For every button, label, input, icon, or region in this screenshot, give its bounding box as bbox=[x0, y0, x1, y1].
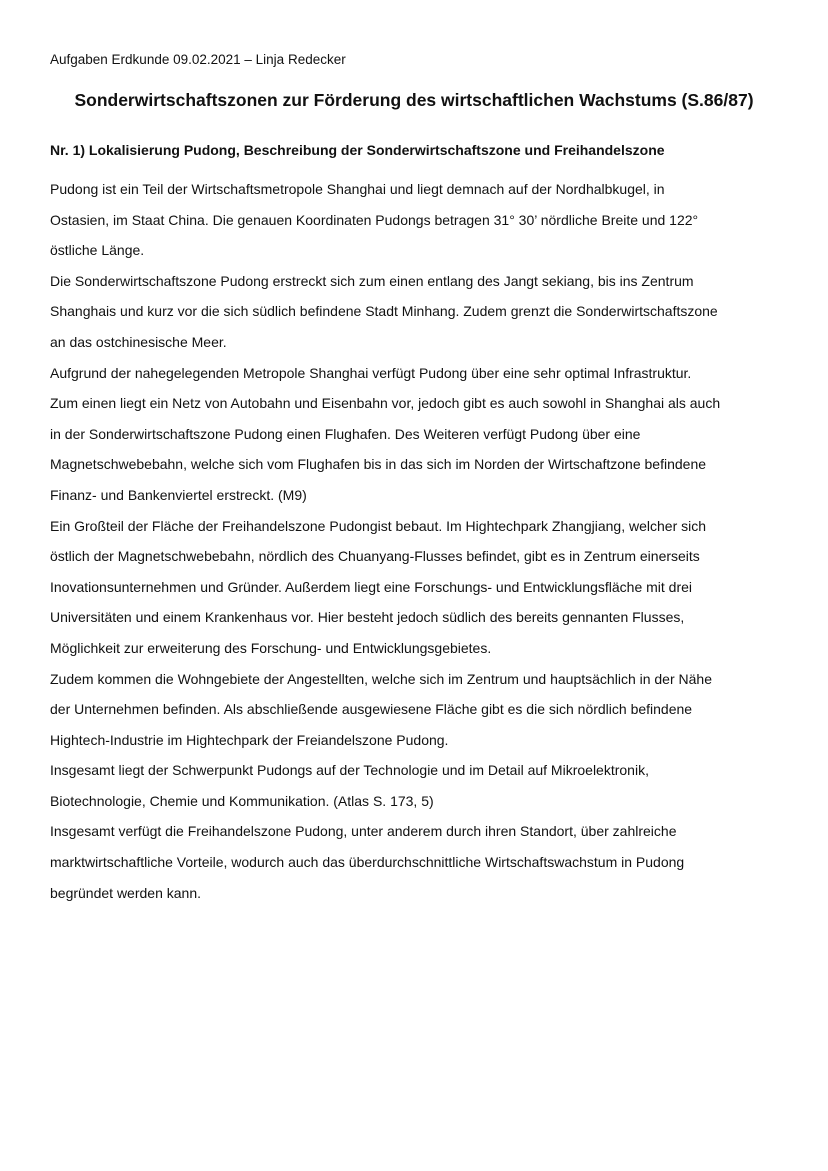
body-line: Zum einen liegt ein Netz von Autobahn und Eisenbahn vor, jedoch gibt es auch sowohl in Shanghai als auch bbox=[50, 395, 721, 412]
body-line: östliche Länge. bbox=[50, 242, 145, 259]
body-line: Pudong ist ein Teil der Wirtschaftsmetropole Shanghai und liegt demnach auf der Nordhalbkugel, in bbox=[50, 181, 665, 197]
body-line: Biotechnologie, Chemie und Kommunikation. (Atlas S. 173, 5) bbox=[50, 792, 434, 809]
body-line: Universitäten und einem Krankenhaus vor. Hier besteht jedoch südlich des bereits gennanten Flusses, bbox=[50, 609, 685, 626]
body-line: Magnetschwebebahn, welche sich vom Flughafen bis in das sich im Norden der Wirtschaftzone befindene bbox=[50, 456, 707, 473]
body-line: Insgesamt verfügt die Freihandelszone Pudong, unter anderem durch ihren Standort, über zahlreiche bbox=[50, 823, 677, 840]
body-line: Möglichkeit zur erweiterung des Forschung- und Entwicklungsgebietes. bbox=[50, 639, 492, 656]
document-title: Sonderwirtschaftszonen zur Förderung des wirtschaftlichen Wachstums (S.86/87) bbox=[74, 90, 754, 110]
body-line: Inovationsunternehmen und Gründer. Außerdem liegt eine Forschungs- und Entwicklungsfläche mit drei bbox=[50, 578, 693, 595]
body-line: marktwirtschaftliche Vorteile, wodurch auch das überdurchschnittliche Wirtschaftswachstum in Pudong bbox=[50, 854, 685, 871]
body-line: Insgesamt liegt der Schwerpunkt Pudongs auf der Technologie und im Detail auf Mikroelektronik, bbox=[50, 762, 649, 779]
body-line: an das ostchinesische Meer. bbox=[50, 333, 227, 350]
body-line: Ein Großteil der Fläche der Freihandelszone Pudongist bebaut. Im Hightechpark Zhangjiang, welcher sich bbox=[50, 517, 707, 534]
body-line: Aufgrund der nahegelegenden Metropole Shanghai verfügt Pudong über eine sehr optimal Infrastruktur. bbox=[50, 364, 692, 381]
body-line: begründet werden kann. bbox=[50, 884, 201, 901]
body-line: Finanz- und Bankenviertel erstreckt. (M9) bbox=[50, 486, 307, 503]
body-line: der Unternehmen befinden. Als abschließende ausgewiesene Fläche gibt es die sich nördlich befindene bbox=[50, 701, 693, 718]
body-line: in der Sonderwirtschaftszone Pudong einen Flughafen. Des Weiteren verfügt Pudong über eine bbox=[50, 425, 641, 442]
body-line: Ostasien, im Staat China. Die genauen Koordinaten Pudongs betragen 31° 30’ nördliche Breite und 122° bbox=[50, 211, 699, 228]
body-line: östlich der Magnetschwebebahn, nördlich des Chuanyang-Flusses befindet, gibt es in Zentrum einerseits bbox=[50, 548, 700, 565]
body-line: Zudem kommen die Wohngebiete der Angestellten, welche sich im Zentrum und hauptsächlich in der Nähe bbox=[50, 670, 712, 687]
body-line: Hightech-Industrie im Hightechpark der Freiandelszone Pudong. bbox=[50, 731, 449, 748]
document-header: Aufgaben Erdkunde 09.02.2021 – Linja Redecker bbox=[50, 52, 346, 67]
body-line: Shanghais und kurz vor die sich südlich befindene Stadt Minhang. Zudem grenzt die Sonderwirtschaftszone bbox=[50, 303, 718, 320]
body-line: Die Sonderwirtschaftszone Pudong erstreckt sich zum einen entlang des Jangt sekiang, bis ins Zentrum bbox=[50, 272, 694, 289]
section-heading: Nr. 1) Lokalisierung Pudong, Beschreibung der Sonderwirtschaftszone und Freihandelszone bbox=[50, 142, 665, 158]
body-text bbox=[50, 174, 785, 908]
